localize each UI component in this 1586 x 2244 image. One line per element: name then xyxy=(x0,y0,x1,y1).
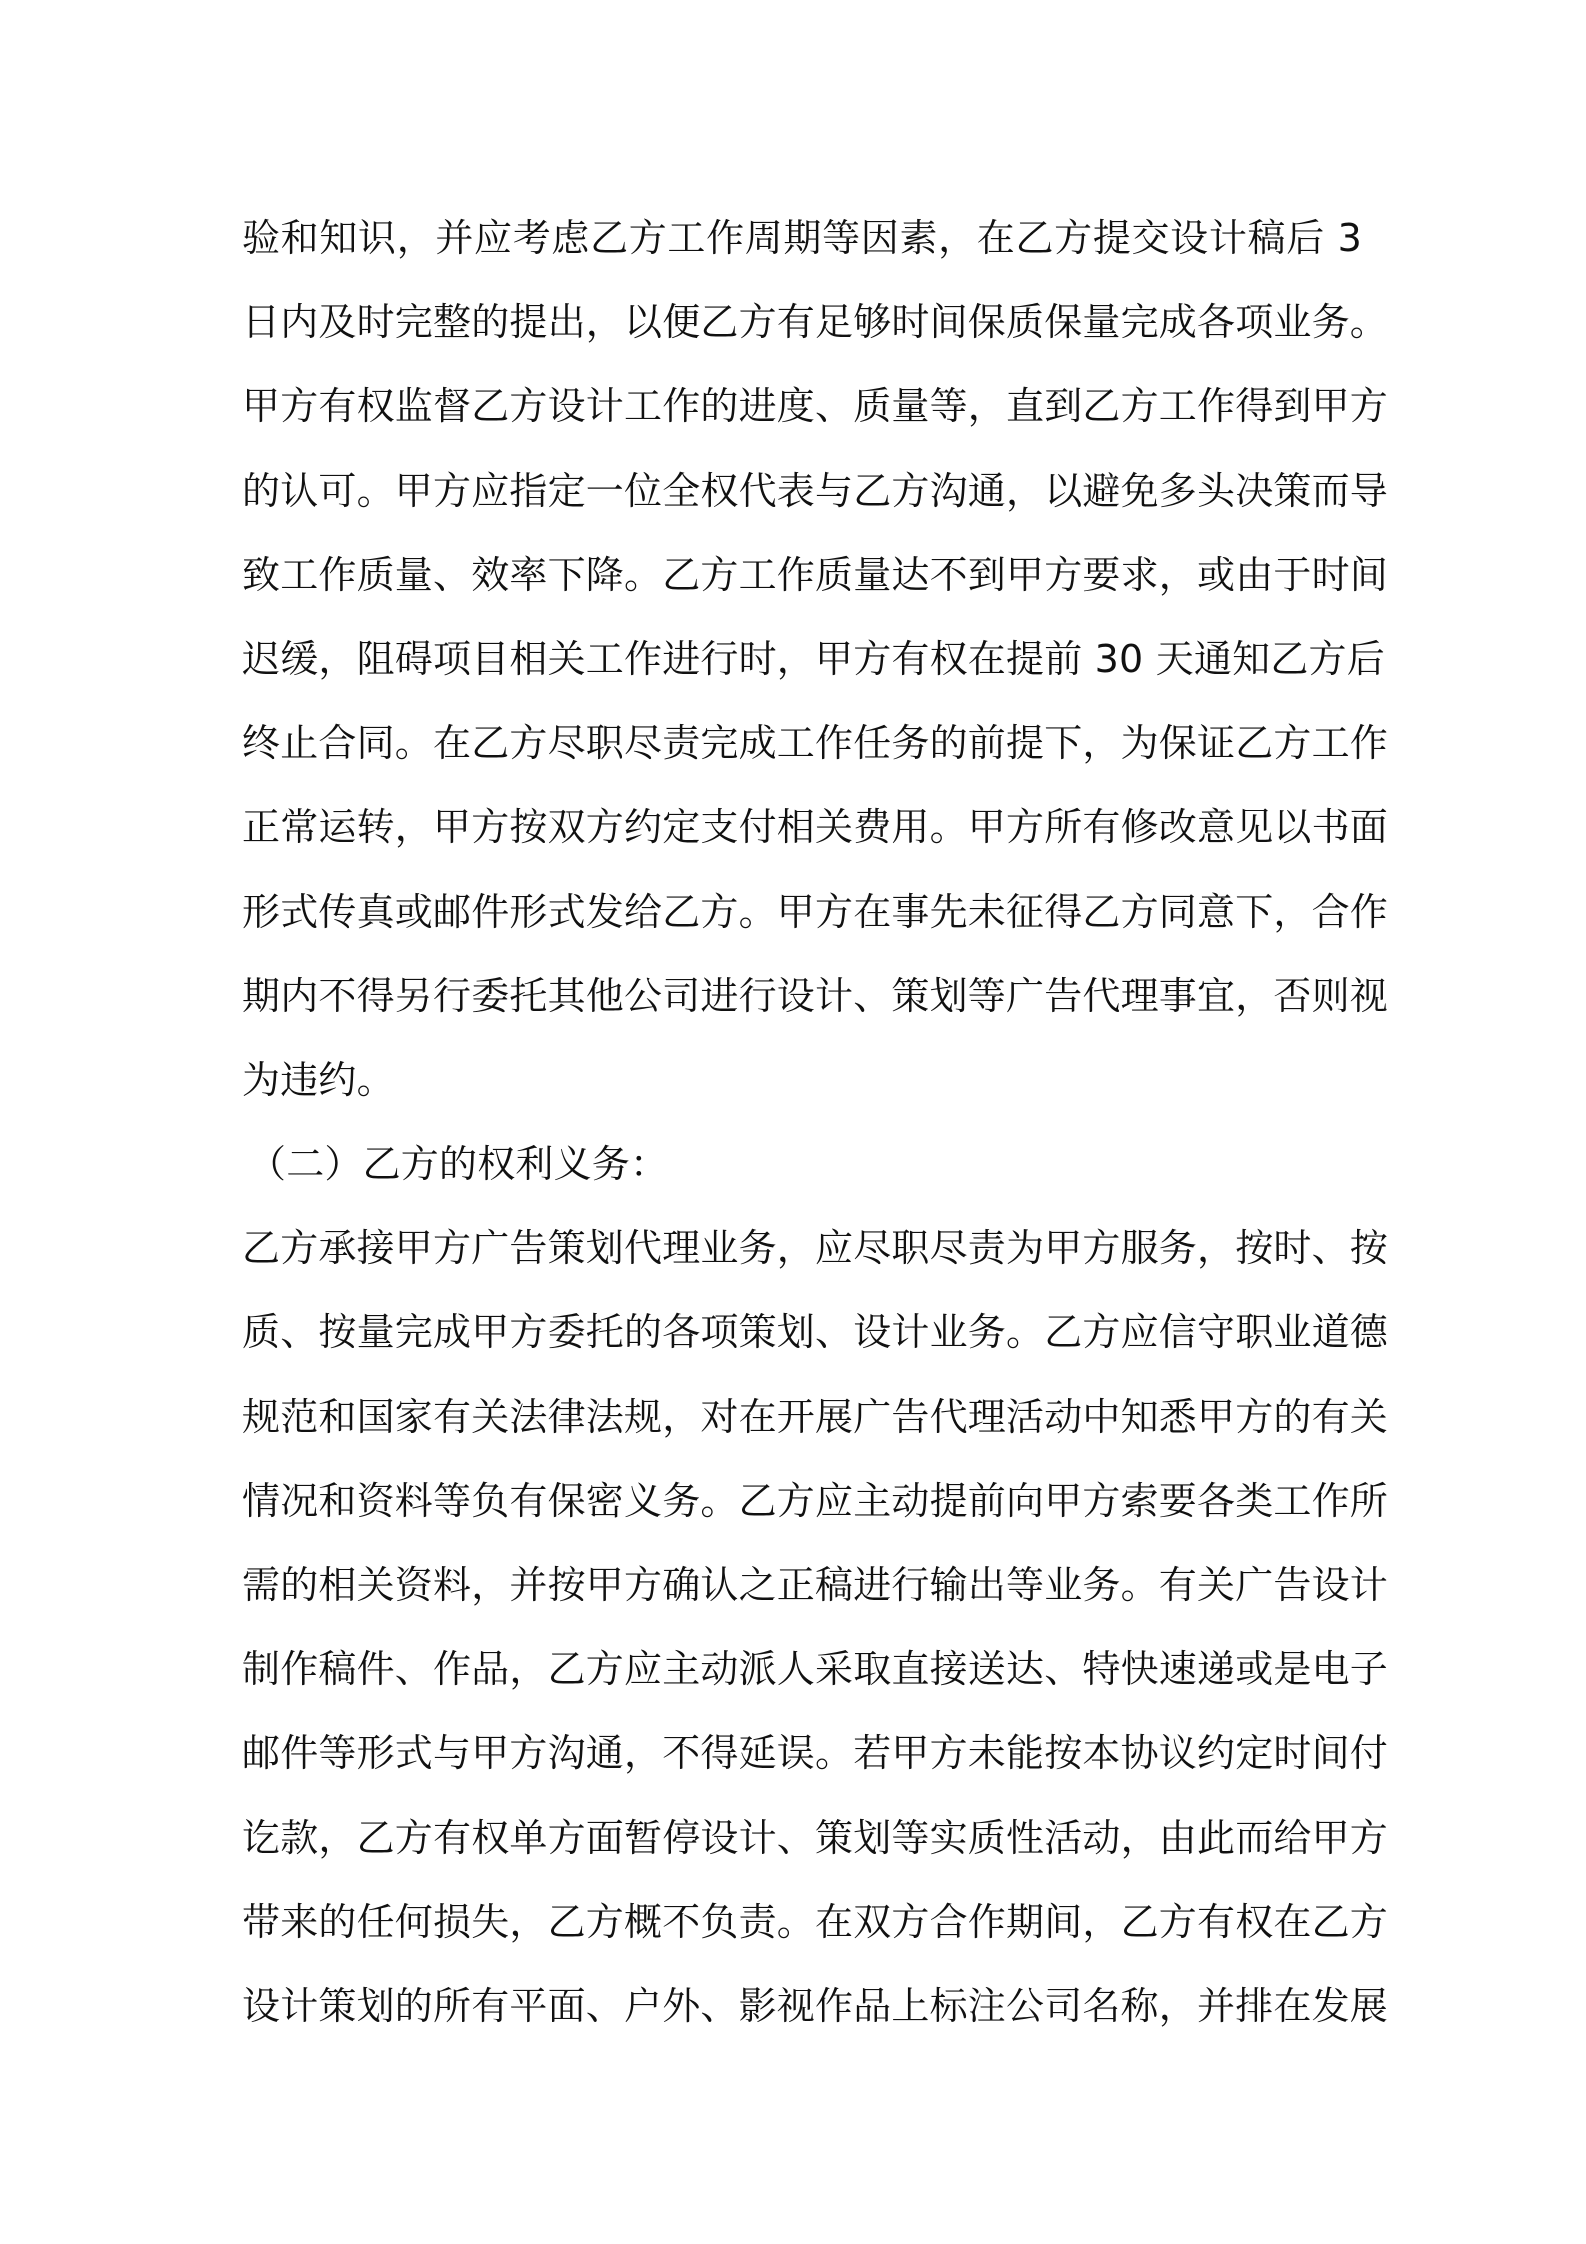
text-line: 为违约。 xyxy=(242,1057,395,1102)
text-line: 正常运转，甲方按双方约定支付相关费用。甲方所有修改意见以书面 xyxy=(242,805,1389,850)
text-line: 迟缓，阻碍项目相关工作进行时，甲方有权在提前 30 天通知乙方后 xyxy=(242,636,1385,681)
text-line: 制作稿件、作品，乙方应主动派人采取直接送达、特快速递或是电子 xyxy=(242,1647,1389,1692)
text-line: 期内不得另行委托其他公司进行设计、策划等广告代理事宜，否则视 xyxy=(242,973,1389,1018)
text-line: 甲方有权监督乙方设计工作的进度、质量等，直到乙方工作得到甲方 xyxy=(242,384,1389,429)
text-line: 的认可。甲方应指定一位全权代表与乙方沟通，以避免多头决策而导 xyxy=(242,468,1389,513)
text-line: 邮件等形式与甲方沟通，不得延误。若甲方未能按本协议约定时间付 xyxy=(242,1731,1389,1776)
text-line: 规范和国家有关法律法规，对在开展广告代理活动中知悉甲方的有关 xyxy=(242,1394,1389,1439)
section-heading: （二）乙方的权利义务： xyxy=(248,1142,669,1187)
text-line: 需的相关资料，并按甲方确认之正稿进行输出等业务。有关广告设计 xyxy=(242,1563,1389,1607)
text-line: 乙方承接甲方广告策划代理业务，应尽职尽责为甲方服务，按时、按 xyxy=(242,1226,1389,1271)
text-line: 形式传真或邮件形式发给乙方。甲方在事先未征得乙方同意下，合作 xyxy=(242,889,1389,934)
text-line: 验和知识，并应考虑乙方工作周期等因素，在乙方提交设计稿后 3 xyxy=(242,216,1362,260)
text-line: 设计策划的所有平面、户外、影视作品上标注公司名称，并排在发展 xyxy=(242,1983,1389,2028)
text-line: 致工作质量、效率下降。乙方工作质量达不到甲方要求，或由于时间 xyxy=(242,552,1389,597)
text-line: 日内及时完整的提出，以便乙方有足够时间保质保量完成各项业务。 xyxy=(242,300,1389,345)
text-line: 质、按量完成甲方委托的各项策划、设计业务。乙方应信守职业道德 xyxy=(242,1310,1389,1355)
text-line: 带来的任何损失，乙方概不负责。在双方合作期间，乙方有权在乙方 xyxy=(242,1899,1389,1944)
document-body xyxy=(242,196,1389,2048)
text-line: 讫款，乙方有权单方面暂停设计、策划等实质性活动，由此而给甲方 xyxy=(242,1815,1389,1860)
text-line: 情况和资料等负有保密义务。乙方应主动提前向甲方索要各类工作所 xyxy=(242,1478,1389,1523)
text-line: 终止合同。在乙方尽职尽责完成工作任务的前提下，为保证乙方工作 xyxy=(242,721,1389,766)
